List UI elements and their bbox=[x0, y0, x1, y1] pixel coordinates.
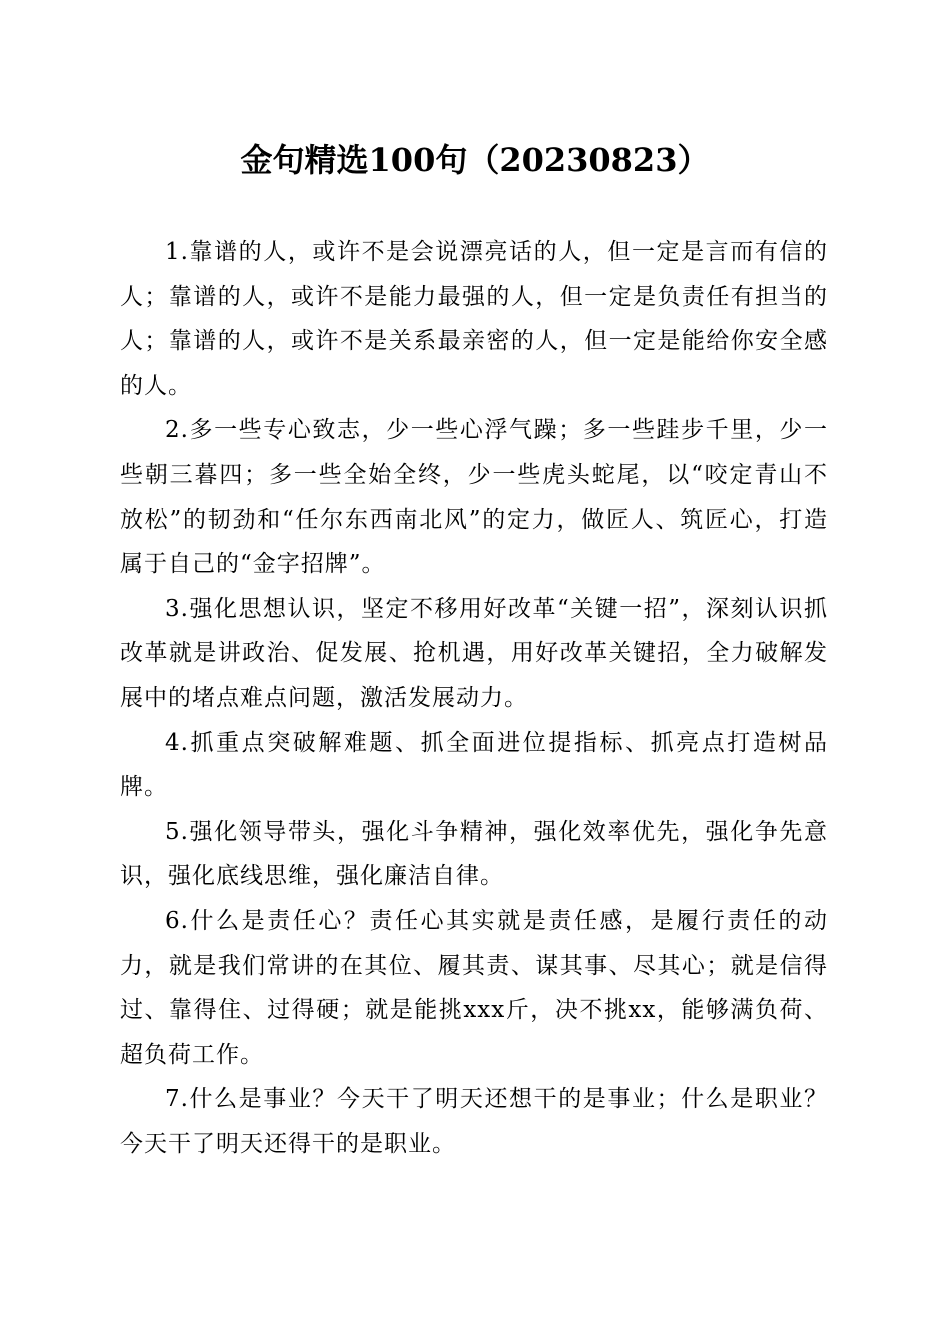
paragraph-6: 6.什么是责任心？责任心其实就是责任感，是履行责任的动力，就是我们常讲的在其位、履其责、谋其事、尽其心；就是信得过、靠得住、过得硬；就是能挑xxx斤，决不挑xx，能够满负荷、超负荷工作。 bbox=[120, 907, 828, 1068]
paragraph-5: 5.强化领导带头，强化斗争精神，强化效率优先，强化争先意识，强化底线思维，强化廉洁自律。 bbox=[120, 818, 828, 890]
paragraph-3: 3.强化思想认识，坚定不移用好改革“关键一招”，深刻认识抓改革就是讲政治、促发展、抢机遇，用好改革关键招，全力破解发展中的堵点难点问题，激活发展动力。 bbox=[120, 595, 828, 711]
paragraph-4: 4.抓重点突破解难题、抓全面进位提指标、抓亮点打造树品牌。 bbox=[120, 729, 828, 801]
paragraph-7: 7.什么是事业？今天干了明天还想干的是事业；什么是职业？今天干了明天还得干的是职业。 bbox=[120, 1086, 828, 1157]
paragraph-1: 1.靠谱的人，或许不是会说漂亮话的人，但一定是言而有信的人；靠谱的人，或许不是能力最强的人，但一定是负责任有担当的人；靠谱的人，或许不是关系最亲密的人，但一定是能给你安全感的人。 bbox=[120, 239, 828, 399]
document-body bbox=[120, 230, 828, 1166]
document-title: 金句精选100句（20230823） bbox=[240, 141, 710, 179]
paragraph-2: 2.多一些专心致志，少一些心浮气躁；多一些跬步千里，少一些朝三暮四；多一些全始全终，少一些虎头蛇尾，以“咬定青山不放松”的韧劲和“任尔东西南北风”的定力，做匠人、筑匠心，打造属于自己的“金字招牌”。 bbox=[120, 417, 828, 578]
